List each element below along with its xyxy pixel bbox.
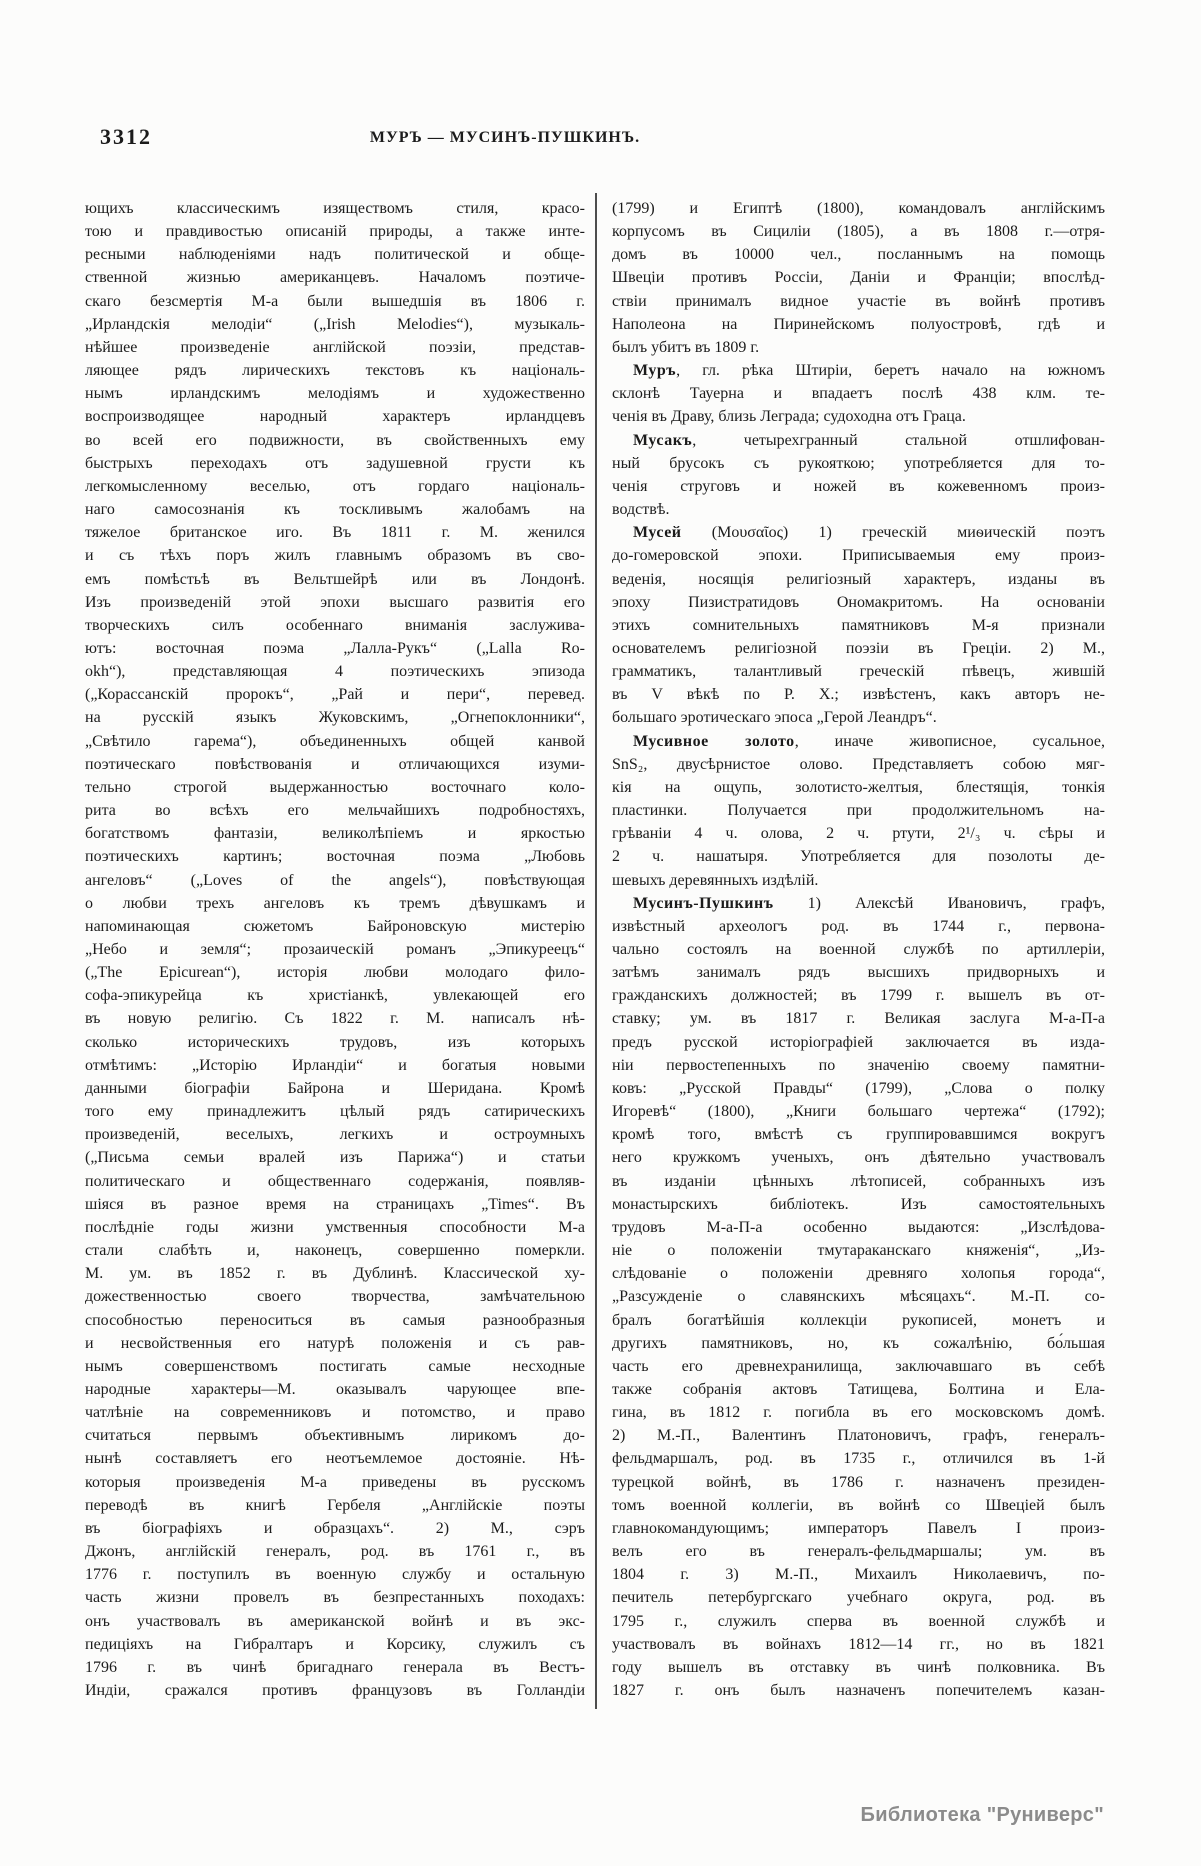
text-line: склонѣ Тауерна и впадаетъ послѣ 438 клм. те-	[612, 385, 1105, 403]
text-line: до-гомеровской эпохи. Приписываемыя ему произ-	[612, 547, 1105, 565]
watermark: Библиотека "Руниверс"	[860, 1804, 1104, 1826]
text-line: также собранія актовъ Татищева, Болтина и Ела-	[612, 1380, 1105, 1398]
text-line: 2 ч. нашатыря. Употребляется для позолоты де-	[612, 848, 1105, 866]
entry-headword: Мусакъ	[633, 431, 693, 449]
text-line: ющихъ классическимъ изяществомъ стиля, красо-	[85, 200, 585, 217]
text-line: М. ум. въ 1852 г. въ Дублинѣ. Классической ху-	[85, 1265, 585, 1283]
text-line: пластинки. Получается при продолжительномъ на-	[612, 802, 1105, 820]
text-line: 1795 г., служилъ сперва въ военной службѣ и	[612, 1612, 1105, 1630]
entry-headword: Мусей	[633, 524, 682, 542]
text-line: Джонъ, англійскій генералъ, род. въ 1761 г., въ	[85, 1543, 585, 1561]
text-line: основателемъ религіозной поэзіи въ Греціи. 2) М.,	[612, 639, 1105, 657]
text-line: рита во всѣхъ его мельчайшихъ подробностяхъ,	[85, 802, 585, 820]
text-line: произведеній, веселыхъ, легкихъ и остроумныхъ	[85, 1126, 585, 1144]
text-line: этихъ сомнительныхъ памятниковъ М-я признали	[612, 616, 1105, 634]
text-line: ченія струговъ и ножей въ кожевенномъ произ-	[612, 477, 1105, 495]
text-line: чатлѣніе на современниковъ и потомство, и право	[85, 1404, 585, 1422]
text-line: бралъ богатѣйшія коллекціи рукописей, монетъ и	[612, 1311, 1105, 1329]
text-line: Муръ, гл. рѣка Штиріи, беретъ начало на южномъ	[633, 362, 1105, 380]
text-line: году вышелъ въ отставку въ чинѣ полковника. Въ	[612, 1658, 1105, 1676]
text-line: нымъ совершенствомъ постигать самые несходные	[85, 1357, 585, 1375]
left-column	[85, 197, 585, 1702]
text-line: ляющее рядъ лирическихъ текстовъ къ національ-	[85, 362, 585, 380]
text-line: поэтическихъ картинъ; восточная поэма „Любовь	[85, 848, 585, 866]
text-line: въ новую религію. Съ 1822 г. М. написалъ нѣ-	[85, 1010, 585, 1028]
text-line: ставку; ум. въ 1817 г. Великая заслуга М-а-П-а	[612, 1010, 1105, 1028]
text-line: эпоху Пизистратидовъ Ономакритомъ. На основаніи	[612, 593, 1105, 611]
text-line: „Небо и земля“; прозаическій романъ „Эпикуреецъ“	[85, 941, 585, 958]
text-line: Мусинъ-Пушкинъ 1) Алексѣй Ивановичъ, графъ,	[633, 894, 1105, 912]
text-line: веденія, носящія религіозный характеръ, изданы въ	[612, 570, 1105, 588]
text-line: грамматикъ, талантливый греческій пѣвецъ, жившій	[612, 663, 1105, 681]
text-line: нынѣ составляетъ его неотъемлемое достояніе. Нѣ-	[85, 1450, 585, 1468]
right-column	[612, 197, 1105, 1702]
text-line: тельно строгой выдержанностью восточнаго коло-	[85, 778, 585, 796]
text-line: емъ помѣстьѣ въ Вельтшейрѣ или въ Лондонѣ.	[85, 570, 585, 588]
text-line: „Свѣтило гарема“), объединенныхъ общей канвой	[85, 732, 585, 750]
text-line: данными біографіи Байрона и Шеридана. Кромѣ	[85, 1079, 585, 1097]
text-line: способностью переноситься въ самыя разнообразныя	[85, 1311, 585, 1329]
text-line: Мусакъ, четырехгранный стальной отшлифован-	[633, 431, 1105, 449]
text-line: („Письма семьи вралей изъ Парижа“) и статьи	[85, 1149, 585, 1167]
text-line: велъ его въ генералъ-фельдмаршалы; ум. въ	[612, 1543, 1105, 1561]
text-line: которыя произведенія М-а приведены въ русскомъ	[85, 1473, 585, 1491]
text-line: часть его древнехранилища, заключавшаго въ себѣ	[612, 1357, 1105, 1375]
text-line: ніи первостепенныхъ по значенію своему памятни-	[612, 1056, 1105, 1074]
text-line: 1776 г. поступилъ въ военную службу и остальную	[85, 1566, 585, 1584]
text-line: шевыхъ деревянныхъ издѣлій.	[612, 871, 819, 889]
running-title: МУРЪ — МУСИНЪ-ПУШКИНЪ.	[369, 129, 641, 146]
text-line: 1804 г. 3) М.-П., Михаилъ Николаевичъ, по-	[612, 1566, 1105, 1584]
text-line: слѣдованіе о положеніи древняго холопья города“,	[612, 1265, 1105, 1283]
text-line: на русскій языкъ Жуковскимъ, „Огнепоклонники“,	[85, 709, 585, 727]
text-line: сколько историческихъ трудовъ, изъ которыхъ	[85, 1033, 585, 1051]
text-line: и несвойственныя его натурѣ положенія и съ рав-	[85, 1334, 585, 1352]
text-line: участвовалъ въ войнахъ 1812—14 гг., но въ 1821	[612, 1635, 1105, 1653]
text-line: кромѣ того, вмѣстѣ съ группировавшимся вокругъ	[612, 1126, 1105, 1144]
text-line: („The Epicurean“), исторія любви молодаго фило-	[85, 964, 585, 982]
text-line: легкомысленному веселью, отъ гордаго національ-	[85, 477, 585, 495]
text-line: „Ирландскія мелодіи“ („Irish Melodies“), музыкаль-	[85, 315, 585, 333]
text-line: Мусивное золото, иначе живописное, сусальное,	[633, 732, 1106, 750]
text-line: былъ убитъ въ 1809 г.	[612, 338, 760, 356]
text-line: („Корассанскій пророкъ“, „Рай и пери“, перевед.	[85, 686, 585, 704]
text-line: 1827 г. онъ былъ назначенъ попечителемъ казан-	[612, 1682, 1105, 1699]
text-line: Наполеона на Пиринейскомъ полуостровѣ, гдѣ и	[612, 315, 1105, 333]
text-line: онъ участвовалъ въ американской войнѣ и въ экс-	[85, 1612, 585, 1630]
text-line: okh“), представляющая 4 поэтическихъ эпизода	[85, 663, 585, 681]
text-line: Игоревѣ“ (1800), „Книги большаго чертежа“ (1792);	[612, 1103, 1105, 1121]
text-line: затѣмъ занималъ рядъ высшихъ придворныхъ и	[612, 964, 1105, 982]
text-line: ковъ: „Русской Правды“ (1799), „Слова о полку	[612, 1079, 1105, 1097]
text-line: стали слабѣть и, наконецъ, совершенно померкли.	[85, 1242, 585, 1260]
text-line: ютъ: восточная поэма „Лалла-Рукъ“ („Lalla Ro-	[85, 639, 585, 657]
text-line: томъ военной коллегіи, въ войнѣ со Швеціей былъ	[612, 1496, 1105, 1514]
text-line: трудовъ М-а-П-а особенно выдаются: „Изслѣдова-	[612, 1218, 1105, 1236]
text-line: ственной жизнью американцевъ. Началомъ поэтиче-	[85, 269, 585, 287]
text-line: напоминающая сюжетомъ Байроновскую мистерію	[85, 917, 585, 935]
text-line: турецкой войнѣ, въ 1786 г. назначенъ президен-	[612, 1473, 1105, 1491]
text-line: педиціяхъ на Гибралтаръ и Корсику, служилъ съ	[85, 1635, 585, 1653]
text-line: ченія въ Драву, близь Леграда; судоходна отъ Граца.	[612, 408, 966, 426]
text-line: другихъ памятниковъ, но, къ сожалѣнію, бо́льшая	[612, 1334, 1105, 1352]
text-line: главнокомандующимъ; императоръ Павелъ I произ-	[612, 1519, 1105, 1537]
text-line: 2) М.-П., Валентинъ Платоновичъ, графъ, генералъ-	[612, 1427, 1105, 1445]
text-line: Индіи, сражался противъ французовъ въ Голландіи	[85, 1682, 585, 1699]
text-line: богатствомъ фантазіи, великолѣпіемъ и яркостью	[85, 825, 585, 843]
text-line: гина, въ 1812 г. погибла въ его московскомъ домѣ.	[612, 1404, 1105, 1422]
text-line: тою и правдивостью описаній природы, а также инте-	[85, 223, 585, 241]
text-line: монастырскихъ библіотекъ. Изъ самостоятельныхъ	[612, 1195, 1105, 1213]
entry-headword: Мусивное золото	[633, 732, 795, 750]
text-line: часть жизни провелъ въ безпрестанныхъ походахъ:	[85, 1589, 585, 1607]
text-line: „Разсужденіе о славянскихъ мѣсяцахъ“. М.-П. со-	[612, 1288, 1105, 1306]
text-line: о любви трехъ ангеловъ къ тремъ дѣвушкамъ и	[85, 894, 585, 912]
text-line: кія на ощупь, золотисто-желтыя, блестящія, тонкія	[612, 778, 1105, 796]
text-line: шіяся въ разное время на страницахъ „Times“. Въ	[85, 1195, 585, 1213]
text-line: Мусей (Μουσαῖος) 1) греческій миѳическій поэтъ	[633, 524, 1105, 542]
text-line: дожественностью своего творчества, замѣчательною	[85, 1288, 585, 1306]
text-line: корпусомъ въ Сициліи (1805), а въ 1808 г.—отря-	[612, 223, 1105, 241]
text-line: предъ русской исторіографіей заключается въ изда-	[612, 1033, 1105, 1051]
text-line: Изъ произведеній этой эпохи высшаго развитія его	[85, 593, 585, 611]
entry-headword: Муръ	[633, 362, 677, 380]
text-line: гражданскихъ должностей; въ 1799 г. вышелъ въ от-	[612, 987, 1105, 1005]
text-line: наго самосознанія къ тоскливымъ жалобамъ на	[85, 501, 585, 519]
text-line: печитель петербургскаго учебнаго округа, род. въ	[612, 1589, 1105, 1607]
text-line: воспроизводящее народный характеръ ирландцевъ	[85, 408, 585, 426]
text-line: народные характеры—М. оказывалъ чарующее впе-	[85, 1380, 585, 1398]
text-line: быстрыхъ переходахъ отъ задушевной грусти къ	[85, 454, 585, 472]
entry-headword: Мусинъ-Пушкинъ	[633, 894, 774, 912]
text-line: Швеціи противъ Россіи, Даніи и Франціи; впослѣд-	[612, 269, 1105, 287]
text-line: (1799) и Египтѣ (1800), командовалъ англійскимъ	[612, 200, 1105, 217]
text-line: въ V вѣкѣ по Р. Х.; извѣстенъ, какъ авторъ не-	[612, 686, 1105, 704]
text-line: во всей его подвижности, въ свойственныхъ ему	[85, 431, 585, 449]
text-line: софа-эпикурейца къ христіанкѣ, увлекающей его	[85, 987, 585, 1005]
text-line: и съ тѣхъ поръ жилъ главнымъ образомъ въ сво-	[85, 547, 585, 565]
text-line: большаго эротическаго эпоса „Герой Леандръ“.	[612, 709, 937, 727]
text-line: домъ въ 10000 чел., посланнымъ на помощь	[612, 246, 1105, 264]
text-line: чально состоялъ на военной службѣ по артиллеріи,	[612, 941, 1105, 958]
column-divider	[595, 193, 597, 1709]
text-line: скаго безсмертія М-а были вышедшія въ 1806 г.	[85, 292, 585, 310]
text-line: ніе о положеніи тмутараканскаго княженія“, „Из-	[612, 1242, 1105, 1260]
text-line: переводѣ въ книгѣ Гербеля „Англійскіе поэты	[85, 1496, 585, 1514]
text-line: творческихъ силъ особеннаго вниманія заслужива-	[85, 616, 585, 634]
text-line: него кружкомъ ученыхъ, онъ дѣятельно участвовалъ	[612, 1149, 1105, 1167]
text-line: 1796 г. въ чинѣ бригаднаго генерала въ Вестъ-	[85, 1658, 585, 1676]
text-line: ресными наблюденіями надъ политической и обще-	[85, 246, 585, 264]
text-line: считаться первымъ объективнымъ лирикомъ до-	[85, 1427, 585, 1445]
text-line: ангеловъ“ („Loves of the angels“), повѣствующая	[85, 871, 585, 889]
text-line: въ изданіи цѣнныхъ лѣтописей, собранныхъ изъ	[612, 1172, 1105, 1190]
text-line: въ біографіяхъ и образцахъ“. 2) М., сэръ	[85, 1519, 585, 1537]
text-line: водствѣ.	[612, 501, 670, 519]
text-line: нымъ ирландскимъ мелодіямъ и художественно	[85, 385, 585, 403]
text-line: извѣстный археологъ род. въ 1744 г., первона-	[612, 917, 1105, 935]
text-line: ствіи принималъ видное участіе въ войнѣ противъ	[612, 292, 1105, 310]
text-line: грѣваніи 4 ч. олова, 2 ч. ртути, 2¹/₃ ч. сѣры и	[612, 825, 1105, 843]
page-number: 3312	[100, 124, 152, 149]
text-line: отмѣтимъ: „Исторію Ирландіи“ и богатыя новыми	[85, 1056, 585, 1074]
text-line: нѣйшее произведеніе англійской поэзіи, представ-	[85, 338, 585, 356]
text-line: ный брусокъ съ рукояткою; употребляется для то-	[612, 454, 1105, 472]
text-line: поэтическаго повѣствованія и отличающихся изуми-	[85, 755, 585, 773]
text-line: SnS₂, двусѣрнистое олово. Представляетъ собою мяг-	[612, 755, 1105, 773]
text-line: послѣдніе годы жизни умственныя способности М-а	[85, 1218, 585, 1236]
text-line: фельдмаршалъ, род. въ 1735 г., отличился въ 1-й	[612, 1450, 1105, 1468]
text-line: тяжелое британское иго. Въ 1811 г. М. женился	[85, 524, 585, 542]
text-line: политическаго и общественнаго содержанія, появляв-	[85, 1172, 585, 1190]
text-line: того ему принадлежитъ цѣлый рядъ сатирическихъ	[85, 1103, 585, 1121]
